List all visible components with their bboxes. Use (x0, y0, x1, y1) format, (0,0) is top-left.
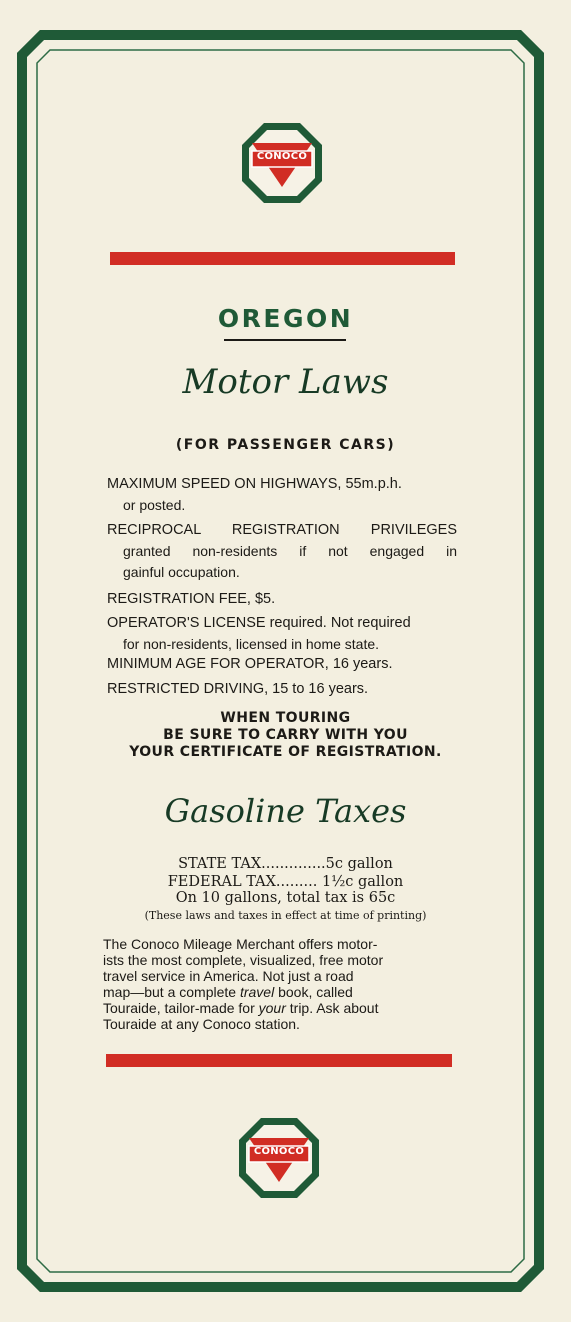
law-max-speed: MAXIMUM SPEED ON HIGHWAYS, 55m.p.h. or posted. (107, 476, 402, 513)
state-tax-line: STATE TAX..............5c gallon (178, 856, 393, 872)
conoco-logo-top (240, 121, 324, 205)
gasoline-taxes-title: Gasoline Taxes (164, 792, 407, 830)
bottom-red-bar (106, 1054, 452, 1067)
conoco-promo-paragraph: The Conoco Mileage Merchant offers motor- ists the most complete, visualized, free motor travel service in America. Not just a road map—but a complete travel book, called Touraide, tailor-made for your trip. Ask about Touraide at any Conoco station. (103, 936, 384, 1032)
conoco-logo-bottom (237, 1116, 321, 1200)
law-registration-fee: REGISTRATION FEE, $5. (107, 591, 276, 607)
motor-laws-title: Motor Laws (182, 362, 389, 402)
top-red-bar (110, 252, 455, 265)
law-restricted-driving: RESTRICTED DRIVING, 15 to 16 years. (107, 681, 369, 697)
law-reciprocal-registration: RECIPROCAL REGISTRATION PRIVILEGES granted non-residents if not engaged in gainful occupation. (107, 522, 457, 580)
conoco-logo-text: CONOCO (256, 151, 308, 162)
state-heading-underline (224, 339, 346, 341)
conoco-logo-text: CONOCO (253, 1146, 305, 1157)
law-operators-license: OPERATOR'S LICENSE required. Not required for non-residents, licensed in home state. (107, 615, 411, 652)
tax-effect-note: (These laws and taxes in effect at time of printing) (144, 909, 427, 922)
state-heading: OREGON (217, 304, 354, 333)
touring-notice: WHEN TOURING BE SURE TO CARRY WITH YOU YOUR CERTIFICATE OF REGISTRATION. (129, 710, 442, 760)
law-minimum-age: MINIMUM AGE FOR OPERATOR, 16 years. (107, 656, 393, 672)
passenger-cars-subtitle: (FOR PASSENGER CARS) (175, 437, 396, 453)
total-tax-line: On 10 gallons, total tax is 65c (175, 890, 396, 906)
federal-tax-line: FEDERAL TAX......... 1½c gallon (167, 874, 404, 890)
